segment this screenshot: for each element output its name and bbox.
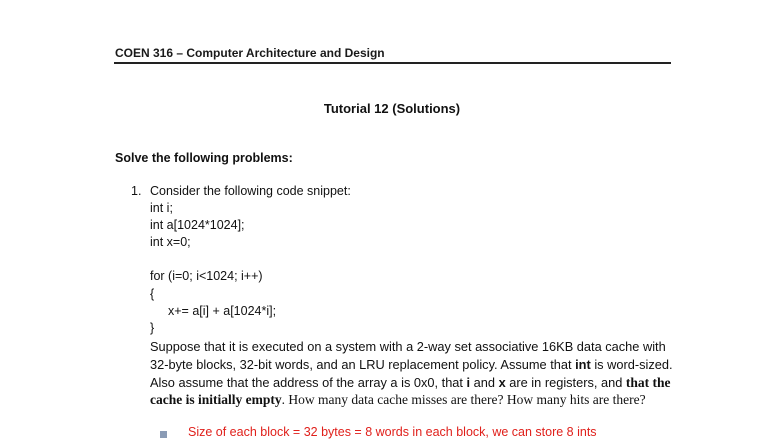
problem-number: 1. [131,184,142,198]
code-line-6: { [150,287,155,301]
code-line-3: int x=0; [150,235,191,249]
running-header: COEN 316 – Computer Architecture and Design [115,46,385,60]
code-line-2: int a[1024*1024]; [150,218,245,232]
code-line-5: for (i=0; i<1024; i++) [150,269,263,283]
instructions-heading: Solve the following problems: [115,151,293,165]
solution-bullet-1: Size of each block = 32 bytes = 8 words in each block, we can store 8 ints [188,425,597,439]
para-bold-i: i [466,375,471,390]
page-title [0,101,784,116]
para-text: is word-sized. [590,357,673,372]
problem-paragraph-line-1: Suppose that it is executed on a system with a 2-way set associative 16KB data cache with [150,339,666,354]
header-rule [114,62,671,64]
problem-paragraph-line-3 [150,375,671,391]
para-text: 32-byte blocks, 32-bit words, and an LRU replacement policy. Assume that [150,357,576,372]
code-line-1: int i; [150,201,173,215]
title-text: Tutorial 12 (Solutions) [323,101,461,116]
para-question: . How many data cache misses are there? How many hits are there? [281,392,646,407]
problem-paragraph-line-2 [150,357,673,372]
para-text: and [470,375,499,390]
para-text: Also assume that the address of the array a is 0x0, that [150,375,467,390]
para-text: are in registers, and [505,375,626,390]
para-bold-int: int [575,357,591,372]
problem-intro: Consider the following code snippet: [150,184,351,198]
para-bold-x: x [498,375,506,390]
para-bold-emphasis: cache is initially empty [150,392,282,407]
code-line-7: x+= a[i] + a[1024*i]; [168,304,277,318]
bullet-square-icon [160,431,167,438]
problem-paragraph-line-4 [150,392,646,408]
para-bold-emphasis: that the [625,375,671,390]
code-line-8: } [150,321,155,335]
